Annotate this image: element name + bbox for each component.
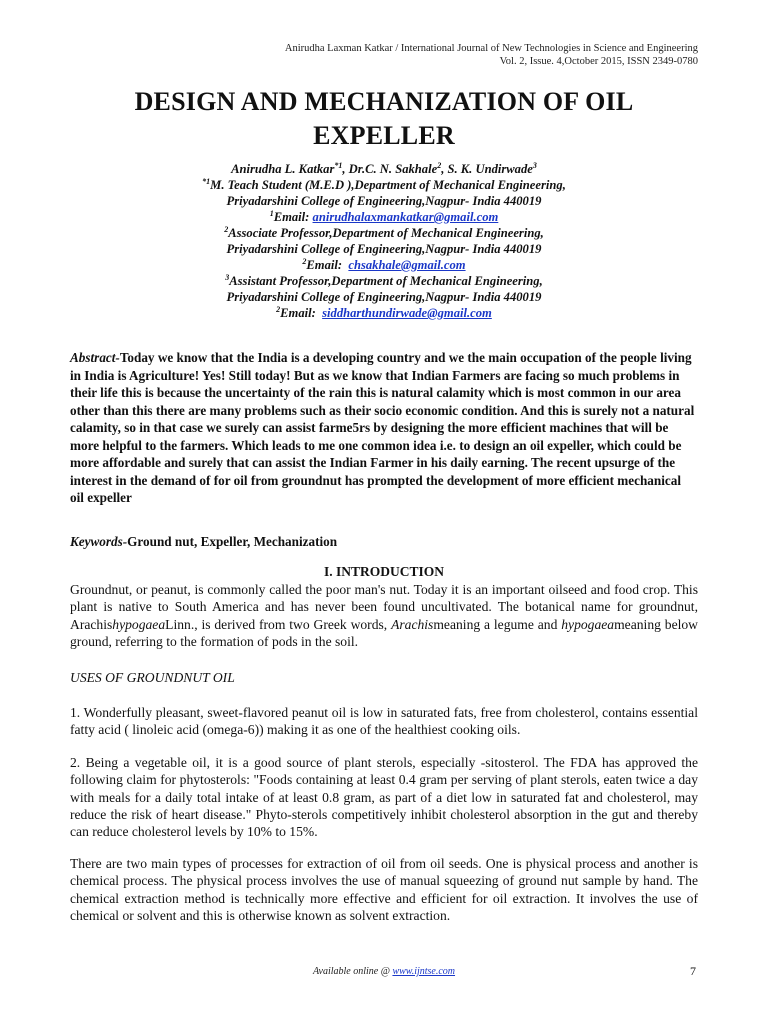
intro-italic-3: hypogaea [561, 616, 615, 632]
affiliation-2 [90, 225, 678, 241]
title-line-1: DESIGN AND MECHANIZATION OF OIL [134, 87, 634, 116]
author-block [90, 161, 678, 321]
author-3-sup: 3 [532, 160, 537, 170]
uses-paragraph-2: 2. Being a vegetable oil, it is a good source of plant sterols, especially -sitosterol. The FDA has approved the following claim for phytosterols: "Foods containing at least 0.4 gram per serving of plant sterols, eaten twice a day with meals for a daily total intake of at least 0.8 gram, as part of a diet low in saturated fat and cholesterol, may reduce the risk of heart disease." Phyto-sterols competitively inhibit cholesterol absorption in the gut and thereby can reduce cholesterol levels by 10% to 15%. [70, 755, 698, 840]
email-1-row [90, 209, 678, 225]
abstract-label: Abstract- [70, 350, 120, 365]
author-3: S. K. Undirwade [447, 162, 533, 176]
affiliation-2-line-2: Priyadarshini College of Engineering,Nagpur- India 440019 [226, 242, 542, 256]
affiliation-2-sup: 2 [224, 224, 229, 234]
running-header [285, 42, 698, 68]
intro-text-b: Linn., is derived from two Greek words, [165, 616, 392, 632]
author-2-sup: 2 [437, 160, 442, 170]
affiliation-3-line-2: Priyadarshini College of Engineering,Nagpur- India 440019 [226, 290, 542, 304]
uses-heading: USES OF GROUNDNUT OIL [70, 670, 235, 685]
affiliation-1-sup: *1 [202, 176, 211, 186]
abstract-text: Today we know that the India is a developing country and we the main occupation of the people living in India is Agriculture! Yes! Still today! But as we know that Indian Farmers are facing so much problems in their life this is because the uncertainty of the rain this is natural calamity which is most common in our area other than this there are many problems such as their socio economic condition. And this is surely not a natural calamity, so in that case we surely can assist farme5rs by designing the more efficient machines that will be more helpful to the farmers. Which leads to me one common idea i.e. to design an oil expeller, which could be more affordable and surely that can assist the Indian Farmer in his daily earning. The recent upsurge of the interest in the demand of for oil from groundnut has prompted the development of more efficient mechanical oil expeller [70, 350, 695, 505]
footer-available-text: Available online @ [312, 966, 393, 977]
email-2-link[interactable]: chsakhale@gmail.com [348, 258, 466, 272]
affiliation-1-line-1: M. Teach Student (M.E.D ),Department of Mechanical Engineering, [210, 178, 566, 192]
author-1: Anirudha L. Katkar [231, 162, 335, 176]
author-names: Anirudha L. Katkar$^{*1}$, Dr.C. N. Sakhale$^2$, S. K. Undirwade$^3$ [231, 160, 537, 176]
uses-paragraph-1: 1. Wonderfully pleasant, sweet-flavored peanut oil is low in saturated fats, free from cholesterol, contains essential fatty acid ( linoleic acid (omega-6)) making it as one of the healthiest cooking oils. [70, 705, 698, 738]
email-2-label: Email: [306, 258, 343, 272]
email-2-sup: 2 [302, 256, 307, 266]
affiliation-2-line-1: Associate Professor,Department of Mechanical Engineering, [228, 226, 544, 240]
affiliation-3-line-1: Assistant Professor,Department of Mechanical Engineering, [229, 274, 543, 288]
intro-italic-1: hypogaea [112, 616, 166, 632]
extraction-paragraph: There are two main types of processes for extraction of oil from oil seeds. One is physical process and another is chemical process. The physical process involves the use of manual squeezing of ground nut sample by hand. The chemical extraction method is technically more effective and efficient for oil extraction. It involves the use of chemical or solvent and this is otherwise known as solvent extraction. [70, 856, 698, 923]
intro-text-d: meaning below ground, referring to the formation of pods in the soil. [70, 616, 698, 649]
page-footer [0, 966, 768, 977]
intro-italic-2: Arachis [391, 616, 434, 632]
email-1-label: Email: [273, 210, 310, 224]
keywords-label: Keywords- [70, 534, 128, 549]
title-line-2: EXPELLER [313, 121, 455, 150]
header-line-2: Vol. 2, Issue. 4,October 2015, ISSN 2349-0780 [499, 56, 698, 67]
email-3-row [90, 305, 678, 321]
affiliation-3 [90, 273, 678, 289]
email-1-sup: 1 [269, 208, 274, 218]
abstract [70, 349, 698, 507]
email-3-label: Email: [280, 306, 316, 320]
affiliation-1 [90, 177, 678, 193]
header-line-1: Anirudha Laxman Katkar / International Journal of New Technologies in Science and Engineering [284, 43, 698, 54]
footer-url-link[interactable]: www.ijntse.com [392, 966, 456, 977]
intro-text-a: Groundnut, or peanut, is commonly called the poor man's nut. Today it is an important oilseed and food crop. This plant is native to South America and has never been found uncultivated. The botanical name for groundnut, Arachis [70, 582, 698, 632]
email-3-link[interactable]: siddharthundirwade@gmail.com [322, 306, 492, 320]
keywords-text: Ground nut, Expeller, Mechanization [127, 534, 338, 549]
intro-paragraph [70, 581, 698, 650]
email-1-link[interactable]: anirudhalaxmankatkar@gmail.com [312, 210, 499, 224]
intro-text-c: meaning a legume and [433, 616, 562, 632]
keywords [70, 533, 698, 550]
affiliation-1-line-2: Priyadarshini College of Engineering,Nagpur- India 440019 [226, 194, 542, 208]
page-number: 7 [690, 964, 696, 978]
email-3-sup: 2 [276, 304, 281, 314]
paper-title [60, 85, 708, 153]
section-heading-introduction: I. INTRODUCTION [323, 564, 445, 579]
author-2: Dr.C. N. Sakhale [348, 162, 438, 176]
email-2-row [90, 257, 678, 273]
affiliation-3-sup: 3 [225, 272, 230, 282]
author-1-sup: *1 [334, 160, 343, 170]
